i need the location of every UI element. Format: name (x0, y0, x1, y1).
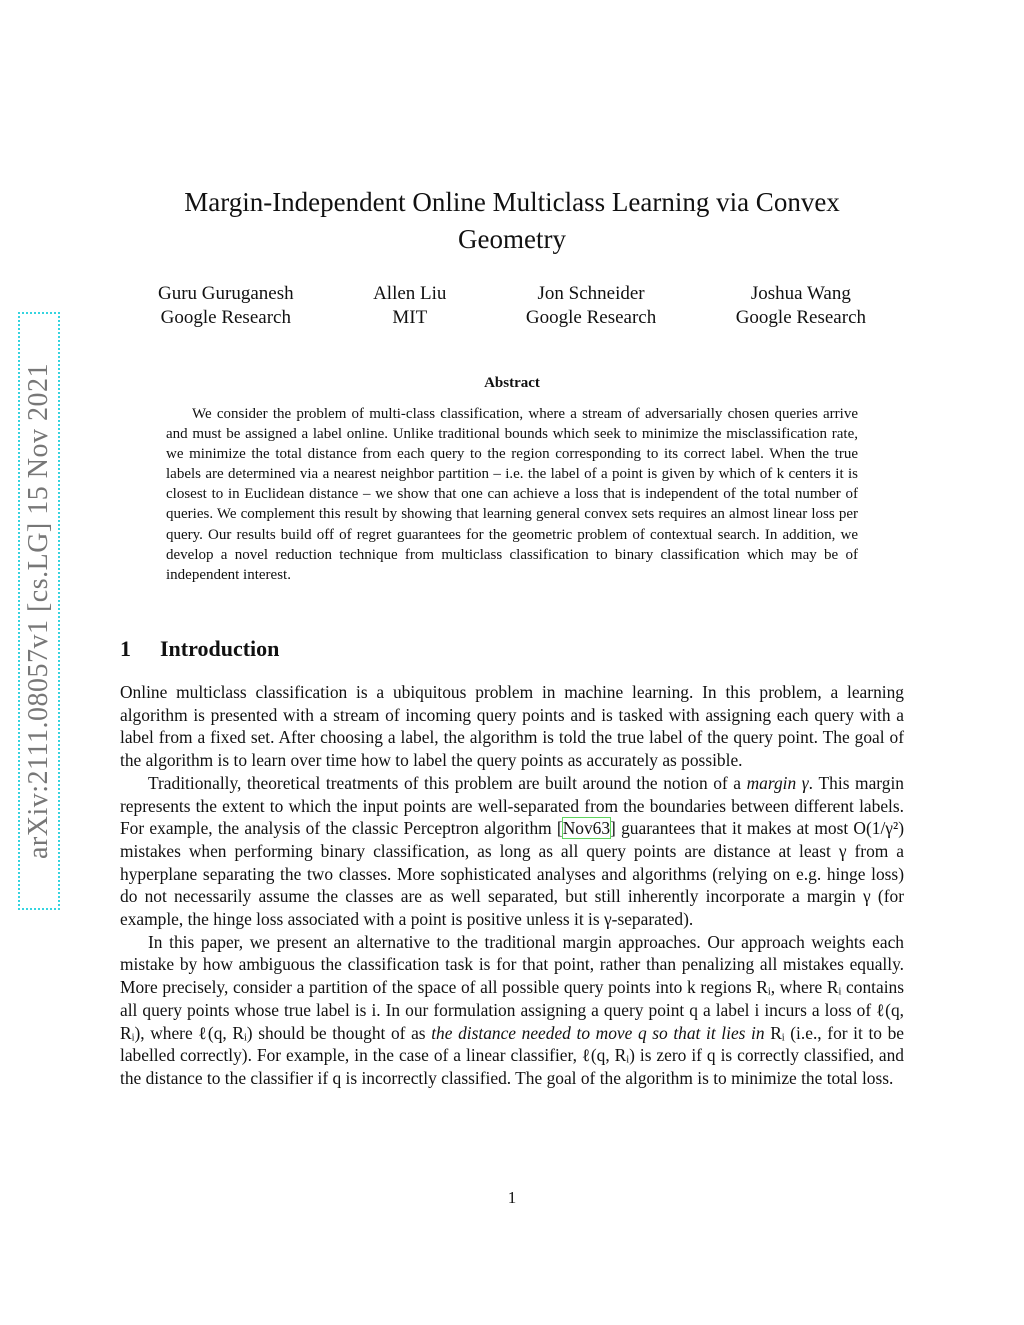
paragraph-2-text: ] guarantees that it makes at most O(1/γ²) mistakes when performing binary classification, as long as all query points are distance at least γ from a hyperplane separating the two classes. More sophisticated analyses and algorithms (relying on e.g. hinge loss) do not necessarily assume the classes are as well separated, but still inherently incorporate a margin γ (for example, the hinge loss associated with a point is positive unless it is γ-separated). (120, 818, 904, 930)
paragraph-2-text: . This margin represents the extent to which the input points are well-separated from the boundaries between different labels. For example, the analysis of the classic Perceptron algorithm [ (120, 772, 904, 839)
author-affiliation: MIT (392, 307, 428, 328)
section-heading (120, 636, 279, 662)
paragraph-1: Online multiclass classification is a ubiquitous problem in machine learning. In this problem, a learning algorithm is presented with a stream of incoming query points and is tasked with assigning each query with a label from a fixed set. After choosing a label, the algorithm is told the true label of the query point. The goal of the algorithm is to learn over time how to label the query points as accurately as possible. (120, 682, 904, 771)
author-affiliation: Google Research (160, 307, 291, 328)
author-block (158, 282, 294, 330)
author-affiliation: Google Research (735, 307, 866, 328)
page-number: 1 (507, 1188, 517, 1207)
author-block (373, 282, 446, 330)
paper-title: Margin-Independent Online Multiclass Learning via Convex Geometry (184, 187, 840, 254)
paragraph-3-text: Rᵢ (i.e., for it to be labelled correctly). For example, in the case of a linear classifier, ℓ(q, Rᵢ) is zero if q is correctly classified, and the distance to the classifier if q is incorrectly classified. The goal of the algorithm is to minimize the total loss. (120, 1022, 905, 1088)
paragraph-3 (120, 931, 904, 1090)
paragraph-3-text: In this paper, we present an alternative to the traditional margin approaches. Our approach weights each mistake by how ambiguous the classification task is for that point, rather than penalizing all mistakes equally. More precisely, consider a partition of the space of all possible query points into k regions Rᵢ, where Rᵢ contains all query points whose true label is i. In our formulation assigning a query point q a label i incurs a loss of ℓ(q, Rᵢ), where ℓ(q, Rᵢ) should be thought of as (120, 931, 904, 1043)
citation-link[interactable]: Nov63 (562, 818, 611, 839)
introduction-body (120, 681, 904, 1090)
author-block (736, 282, 866, 330)
section-number: 1 (120, 636, 131, 661)
author-name: Joshua Wang (750, 283, 851, 304)
distance-definition: the distance needed to move q so that it lies in (431, 1022, 765, 1043)
margin-term: margin γ (746, 772, 809, 793)
abstract-heading: Abstract (484, 375, 540, 391)
author-list (158, 282, 866, 330)
paragraph-2-text: Traditionally, theoretical treatments of this problem are built around the notion of a (148, 772, 747, 793)
abstract-text: We consider the problem of multi-class classification, where a stream of adversarially chosen queries arrive and must be assigned a label online. Unlike traditional bounds which seek to minimize the misclassification rate, we minimize the total distance from each query to the region corresponding to its correct label. When the true labels are determined via a nearest neighbor partition – i.e. the label of a point is given by which of k centers it is closest to in Euclidean distance – we show that one can achieve a loss that is independent of the total number of queries. We complement this result by showing that learning general convex sets requires an almost linear loss per query. Our results build off of regret guarantees for the geometric problem of contextual search. In addition, we develop a novel reduction technique from multiclass classification to binary classification which may be of independent interest. (166, 406, 858, 583)
section-title: Introduction (160, 636, 280, 661)
paragraph-2 (120, 772, 904, 931)
author-name: Jon Schneider (537, 283, 645, 304)
arxiv-identifier-text: arXiv:2111.08057v1 [cs.LG] 15 Nov 2021 (23, 363, 54, 859)
author-name: Guru Guruganesh (158, 283, 294, 304)
author-name: Allen Liu (373, 283, 447, 304)
arxiv-identifier-stamp[interactable] (18, 312, 60, 910)
author-block (526, 282, 656, 330)
author-affiliation: Google Research (525, 307, 657, 328)
